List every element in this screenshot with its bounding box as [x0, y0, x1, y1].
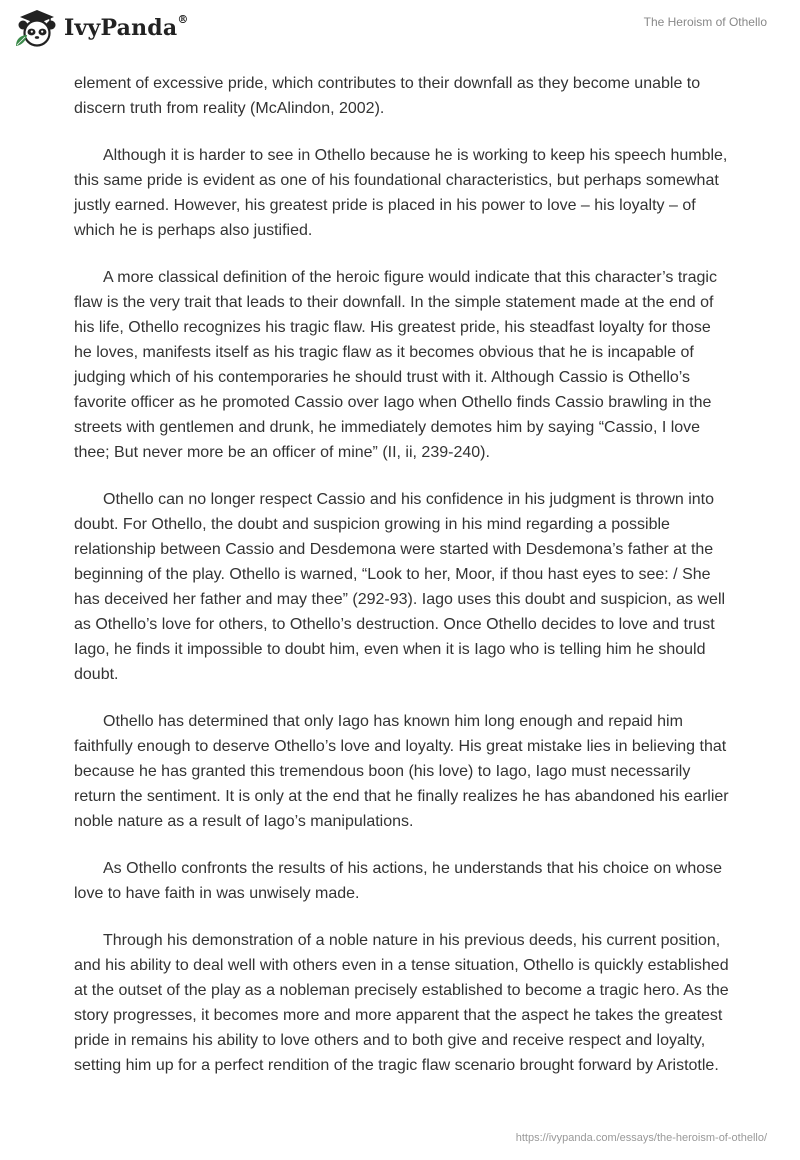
paragraph: A more classical definition of the heroic figure would indicate that this character’s tragic flaw is the very trait that leads to their downfall. In the simple statement made at the end of his life, Othello recognizes his tragic flaw. His greatest pride, his steadfast loyalty for those he loves, manifests itself as his tragic flaw as it becomes obvious that he is incapable of judging which of his contemporaries he should trust with it. Although Cassio is Othello’s favorite officer as he promoted Cassio over Iago when Othello finds Cassio brawling in the streets with gentlemen and drunk, he immediately demotes him by saying “Cassio, I love thee; But never more be an officer of mine” (II, ii, 239-240).	[74, 269, 717, 461]
document-title: The Heroism of Othello	[643, 15, 767, 29]
source-url[interactable]: https://ivypanda.com/essays/the-heroism-of-othello/	[515, 1132, 767, 1144]
paragraph: element of excessive pride, which contributes to their downfall as they become unable to discern truth from reality (McAlindon, 2002).	[74, 75, 701, 117]
brand-name: IvyPanda®	[64, 12, 189, 41]
paragraph: Othello has determined that only Iago has known him long enough and repaid him faithfully enough to deserve Othello’s love and loyalty. His great mistake lies in believing that because he has granted this tremendous boon (his love) to Iago, Iago must necessarily return the sentiment. It is only at the end that he finally realizes he has abandoned his earlier noble nature as a result of Iago’s manipulations.	[74, 713, 729, 830]
paragraph: Through his demonstration of a noble nature in his previous deeds, his current position, and his ability to deal well with others even in a tense situation, Othello is quickly established at the outset of the play as a nobleman precisely established to become a tragic hero. As the story progresses, it becomes more and more apparent that the aspect he takes the greatest pride in remains his ability to love others and to both give and receive respect and loyalty, setting him up for a perfect rendition of the tragic flaw scenario brought forward by Aristotle.	[74, 932, 729, 1074]
page-header	[0, 0, 800, 70]
paragraph: As Othello confronts the results of his actions, he understands that his choice on whose love to have faith in was unwisely made.	[74, 860, 723, 902]
essay-body	[74, 71, 730, 1100]
panda-icon	[14, 8, 60, 48]
paragraph: Although it is harder to see in Othello because he is working to keep his speech humble, this same pride is evident as one of his foundational characteristics, but perhaps somewhat justly earned. However, his greatest pride is placed in his power to love – his loyalty – of which he is perhaps also justified.	[74, 147, 728, 239]
ivypanda-logo[interactable]	[14, 8, 189, 48]
paragraph: Othello can no longer respect Cassio and his confidence in his judgment is thrown into doubt. For Othello, the doubt and suspicion growing in his mind regarding a possible relationship between Cassio and Desdemona were started with Desdemona’s father at the beginning of the play. Othello is warned, “Look to her, Moor, if thou hast eyes to see: / She has deceived her father and may thee” (292-93). Iago uses this doubt and suspicion, as well as Othello’s love for others, to Othello’s destruction. Once Othello decides to love and trust Iago, he finds it impossible to doubt him, even when it is Iago who is telling him he should doubt.	[74, 491, 726, 683]
